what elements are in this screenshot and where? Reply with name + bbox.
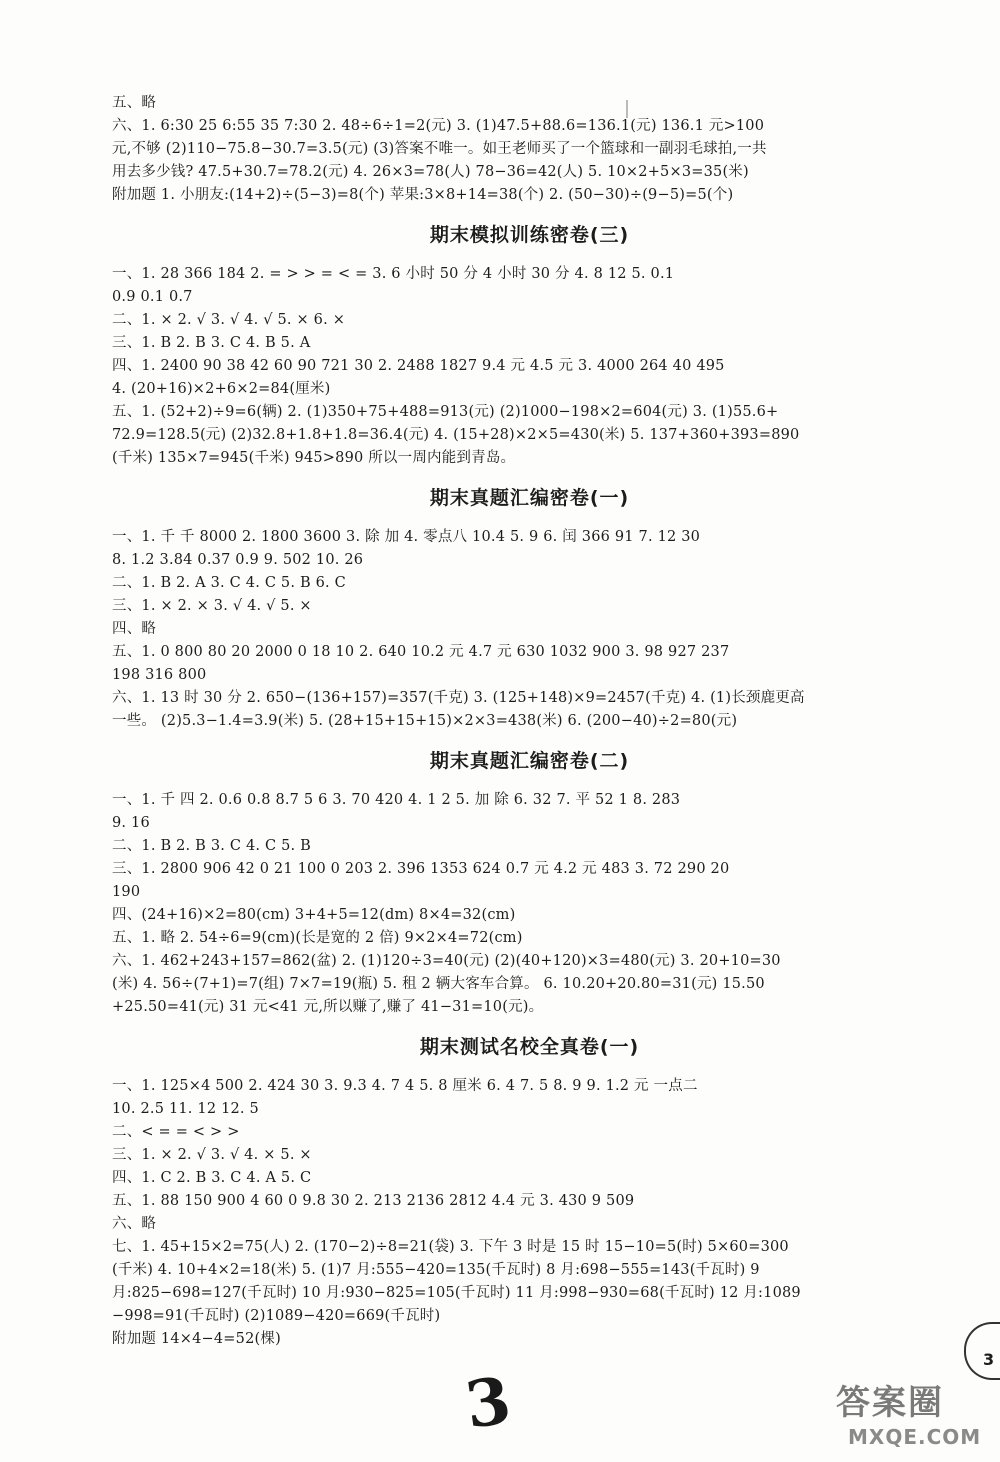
answer-line: 元,不够 (2)110−75.8−30.7=3.5(元) (3)答案不唯一。如王老师买了一个篮球和一副羽毛球拍,一共 [112,141,767,157]
answer-line: 六、1. 462+243+157=862(盆) 2. (1)120÷3=40(元) (2)(40+120)×3=480(元) 3. 20+10=30 [112,953,781,969]
answer-line: +25.50=41(元) 31 元<41 元,所以赚了,赚了 41−31=10(元)。 [112,999,544,1015]
answer-line: 用去多少钱? 47.5+30.7=78.2(元) 4. 26×3=78(人) 78−36=42(人) 5. 10×2+5×3=35(米) [112,164,749,180]
watermark-url: MXQE.COM [848,1425,982,1449]
answer-line: 190 [112,884,141,900]
answer-line: 一、1. 千 四 2. 0.6 0.8 8.7 5 6 3. 70 420 4. 1 2 5. 加 除 6. 32 7. 平 52 1 8. 283 [112,792,681,808]
answer-line: 六、略 [112,1216,157,1232]
answer-line: 六、1. 6:30 25 6:55 35 7:30 2. 48÷6÷1=2(元) 3. (1)47.5+88.6=136.1(元) 136.1 元>100 [112,118,765,134]
answer-line: 附加题 14×4−4=52(棵) [112,1331,281,1347]
answer-line: 六、1. 13 时 30 分 2. 650−(136+157)=357(千克) 3. (125+148)×9=2457(千克) 4. (1)长颈鹿更高 [112,690,805,706]
answer-line: 五、1. 略 2. 54÷6=9(cm)(长是宽的 2 倍) 9×2×4=72(cm) [112,930,523,946]
answer-line: 四、1. 2400 90 38 42 60 90 721 30 2. 2488 1827 9.4 元 4.5 元 3. 4000 264 40 495 [112,358,725,374]
watermark-text: 答案圈 [836,1383,944,1423]
answer-line: (米) 4. 56÷(7+1)=7(组) 7×7=19(瓶) 5. 租 2 辆大客车合算。 6. 10.20+20.80=31(元) 15.50 [112,976,765,992]
answer-line: 四、略 [112,621,157,637]
answer-line: 二、1. × 2. √ 3. √ 4. √ 5. × 6. × [112,312,346,328]
answer-line: 附加题 1. 小朋友:(14+2)÷(5−3)=8(个) 苹果:3×8+14=38(个) 2. (50−30)÷(9−5)=5(个) [112,187,734,203]
answer-line: 月:825−698=127(千瓦时) 10 月:930−825=105(千瓦时) 11 月:998−930=68(千瓦时) 12 月:1089 [112,1285,801,1301]
scan-mark [626,100,628,118]
answer-line: 198 316 800 [112,667,207,683]
section-heading: 期末模拟训练密卷(三) [429,224,630,246]
answer-line: −998=91(千瓦时) (2)1089−420=669(千瓦时) [112,1308,441,1324]
answer-line: 五、1. 0 800 80 20 2000 0 18 10 2. 640 10.2 元 4.7 元 630 1032 900 3. 98 927 237 [112,644,730,660]
answer-line: 一、1. 125×4 500 2. 424 30 3. 9.3 4. 7 4 5. 8 厘米 6. 4 7. 5 8. 9 9. 1.2 元 一点二 [112,1078,698,1094]
answer-line: 三、1. × 2. × 3. √ 4. √ 5. × [112,598,312,614]
answer-line: 五、略 [112,95,157,111]
page-number-ornament [964,1322,1000,1380]
answer-line: 二、< = = < > > [112,1124,240,1140]
answer-line: 七、1. 45+15×2=75(人) 2. (170−2)÷8=21(袋) 3. 下午 3 时是 15 时 15−10=5(时) 5×60=300 [112,1239,789,1255]
answer-line: 五、1. 88 150 900 4 60 0 9.8 30 2. 213 2136 2812 4.4 元 3. 430 9 509 [112,1193,635,1209]
answer-content [112,92,947,1351]
section-heading: 期末真题汇编密卷(一) [429,487,630,509]
answer-line: 三、1. B 2. B 3. C 4. B 5. A [112,335,311,351]
answer-line: 72.9=128.5(元) (2)32.8+1.8+1.8=36.4(元) 4. (15+28)×2×5=430(米) 5. 137+360+393=890 [112,427,800,443]
section-heading: 期末测试名校全真卷(一) [419,1036,640,1058]
answer-line: 三、1. × 2. √ 3. √ 4. × 5. × [112,1147,312,1163]
answer-line: 9. 16 [112,815,150,831]
answer-line: 0.9 0.1 0.7 [112,289,193,305]
answer-line: 一些。 (2)5.3−1.4=3.9(米) 5. (28+15+15+15)×2×3=438(米) 6. (200−40)÷2=80(元) [112,713,738,729]
answer-line: (千米) 135×7=945(千米) 945>890 所以一周内能到青岛。 [112,450,516,466]
watermark-logo [828,1375,996,1460]
answer-line: 10. 2.5 11. 12 12. 5 [112,1101,259,1117]
page-number: 3 [983,1350,995,1369]
answer-line: (千米) 4. 10+4×2=18(米) 5. (1)7 月:555−420=135(千瓦时) 8 月:698−555=143(千瓦时) 9 [112,1262,760,1278]
answer-line: 8. 1.2 3.84 0.37 0.9 9. 502 10. 26 [112,552,364,568]
answer-line: 三、1. 2800 906 42 0 21 100 0 203 2. 396 1353 624 0.7 元 4.2 元 483 3. 72 290 20 [112,861,730,877]
answer-line: 一、1. 千 千 8000 2. 1800 3600 3. 除 加 4. 零点八 10.4 5. 9 6. 闰 366 91 7. 12 30 [112,529,701,545]
answer-line: 四、(24+16)×2=80(cm) 3+4+5=12(dm) 8×4=32(cm) [112,907,516,923]
answer-line: 四、1. C 2. B 3. C 4. A 5. C [112,1170,312,1186]
handwritten-number: 3 [460,1363,516,1444]
answer-line: 五、1. (52+2)÷9=6(辆) 2. (1)350+75+488=913(元) (2)1000−198×2=604(元) 3. (1)55.6+ [112,404,779,420]
answer-line: 二、1. B 2. B 3. C 4. C 5. B [112,838,312,854]
answer-line: 二、1. B 2. A 3. C 4. C 5. B 6. C [112,575,346,591]
section-heading: 期末真题汇编密卷(二) [429,750,630,772]
answer-line: 一、1. 28 366 184 2. = > > = < = 3. 6 小时 50 分 4 小时 30 分 4. 8 12 5. 0.1 [112,266,675,282]
answer-line: 4. (20+16)×2+6×2=84(厘米) [112,381,331,397]
